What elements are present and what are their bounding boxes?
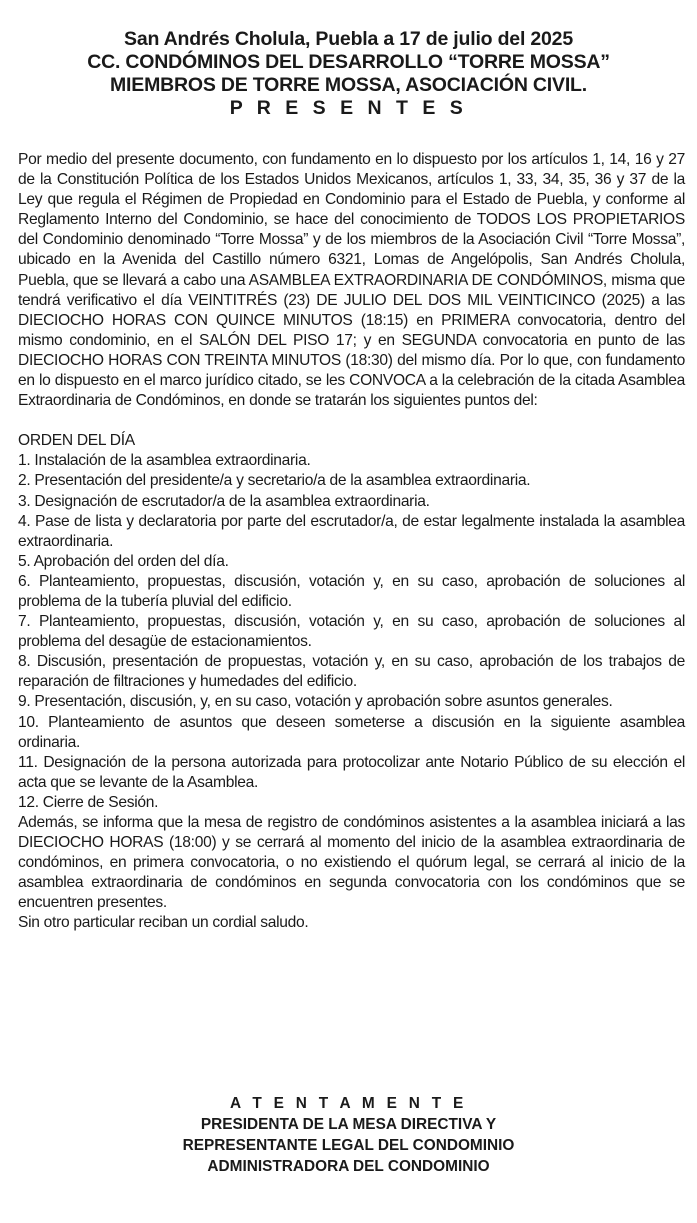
agenda-item: 12. Cierre de Sesión.: [18, 793, 159, 811]
intro-paragraph: Por medio del presente documento, con fundamento en lo dispuesto por los artículos 1, 14, 16 y 27 de la Constitución Política de los Estados Unidos Mexicanos, artículos 1, 33, 34, 35, 36 y 37 de la Ley que regula el Régimen de Propiedad en Condominio para el Estado de Puebla, y conforme al Reglamento Interno del Condominio, se hace del conocimiento de TODOS LOS PROPIETARIOS del Condominio denominado “Torre Mossa” y de los miembros de la Asociación Civil “Torre Mossa”, ubicado en la Avenida del Castillo número 6321, Lomas de Angelópolis, San Andrés Cholula, Puebla, que se llevará a cabo una ASAMBLEA EXTRAORDINARIA DE CONDÓMINOS, misma que tendrá verificativo el día VEINTITRÉS (23) DE JULIO DEL DOS MIL VEINTICINCO (2025) a las DIECIOCHO HORAS CON QUINCE MINUTOS (18:15) en PRIMERA convocatoria, dentro del mismo condominio, en el SALÓN DEL PISO 17; y en SEGUNDA convocatoria en punto de las DIECIOCHO HORAS CON TREINTA MINUTOS (18:30) del mismo día. Por lo que, con fundamento en lo dispuesto en el marco jurídico citado, se les CONVOCA a la celebración de la citada Asamblea Extraordinaria de Condóminos, en donde se tratarán los siguientes puntos del:: [18, 151, 685, 410]
agenda-item: 5. Aprobación del orden del día.: [18, 552, 229, 570]
agenda-item: 4. Pase de lista y declaratoria por parte del escrutador/a, de estar legalmente instalada la asamblea extraordinaria.: [18, 512, 685, 550]
signature-line-2: REPRESENTANTE LEGAL DEL CONDOMINIO: [182, 1137, 515, 1154]
place-date: San Andrés Cholula, Puebla a 17 de julio del 2025: [124, 28, 573, 50]
agenda-title: ORDEN DEL DÍA: [18, 432, 135, 450]
agenda-item: 2. Presentación del presidente/a y secretario/a de la asamblea extraordinaria.: [18, 472, 531, 490]
agenda-item: 3. Designación de escrutador/a de la asamblea extraordinaria.: [18, 492, 430, 510]
agenda-item: 10. Planteamiento de asuntos que deseen someterse a discusión en la siguiente asamblea ordinaria.: [18, 713, 685, 751]
agenda-item: 9. Presentación, discusión, y, en su caso, votación y aprobación sobre asuntos generales.: [18, 693, 613, 711]
agenda-item: 1. Instalación de la asamblea extraordinaria.: [18, 452, 311, 470]
registration-paragraph: Además, se informa que la mesa de registro de condóminos asistentes a la asamblea iniciará a las DIECIOCHO HORAS (18:00) y se cerrará al momento del inicio de la asamblea extraordinaria de condóminos, en primera convocatoria, o no existiendo el quórum legal, se cerrará al inicio de la asamblea extraordinaria de condóminos en segunda convocatoria con los condóminos que se encuentren presentes.: [18, 814, 685, 912]
presentes-heading: P R E S E N T E S: [229, 97, 468, 119]
closing-line: Sin otro particular reciban un cordial saludo.: [18, 914, 309, 932]
addressee-line-1: CC. CONDÓMINOS DEL DESARROLLO “TORRE MOSSA”: [87, 51, 610, 73]
agenda-item: 11. Designación de la persona autorizada para protocolizar ante Notario Público de su elección el acta que se levante de la Asamblea.: [18, 753, 685, 791]
agenda-list: [18, 451, 685, 813]
signature-block: [0, 1093, 697, 1177]
agenda-item: 6. Planteamiento, propuestas, discusión, votación y, en su caso, aprobación de soluciones al problema de la tubería pluvial del edificio.: [18, 572, 685, 610]
signature-line-3: ADMINISTRADORA DEL CONDOMINIO: [207, 1158, 490, 1175]
agenda-item: 7. Planteamiento, propuestas, discusión, votación y, en su caso, aprobación de soluciones al problema del desagüe de estacionamientos.: [18, 613, 685, 651]
agenda-item: 8. Discusión, presentación de propuestas, votación y, en su caso, aprobación de los trabajos de reparación de filtraciones y humedades del edificio.: [18, 653, 685, 691]
document-header: [0, 28, 697, 120]
atentamente-heading: A T E N T A M E N T E: [229, 1095, 468, 1112]
addressee-line-2: MIEMBROS DE TORRE MOSSA, ASOCIACIÓN CIVIL.: [110, 74, 587, 96]
signature-line-1: PRESIDENTA DE LA MESA DIRECTIVA Y: [200, 1116, 497, 1133]
paragraph-spacer: [18, 411, 685, 431]
document-body: [18, 150, 685, 934]
